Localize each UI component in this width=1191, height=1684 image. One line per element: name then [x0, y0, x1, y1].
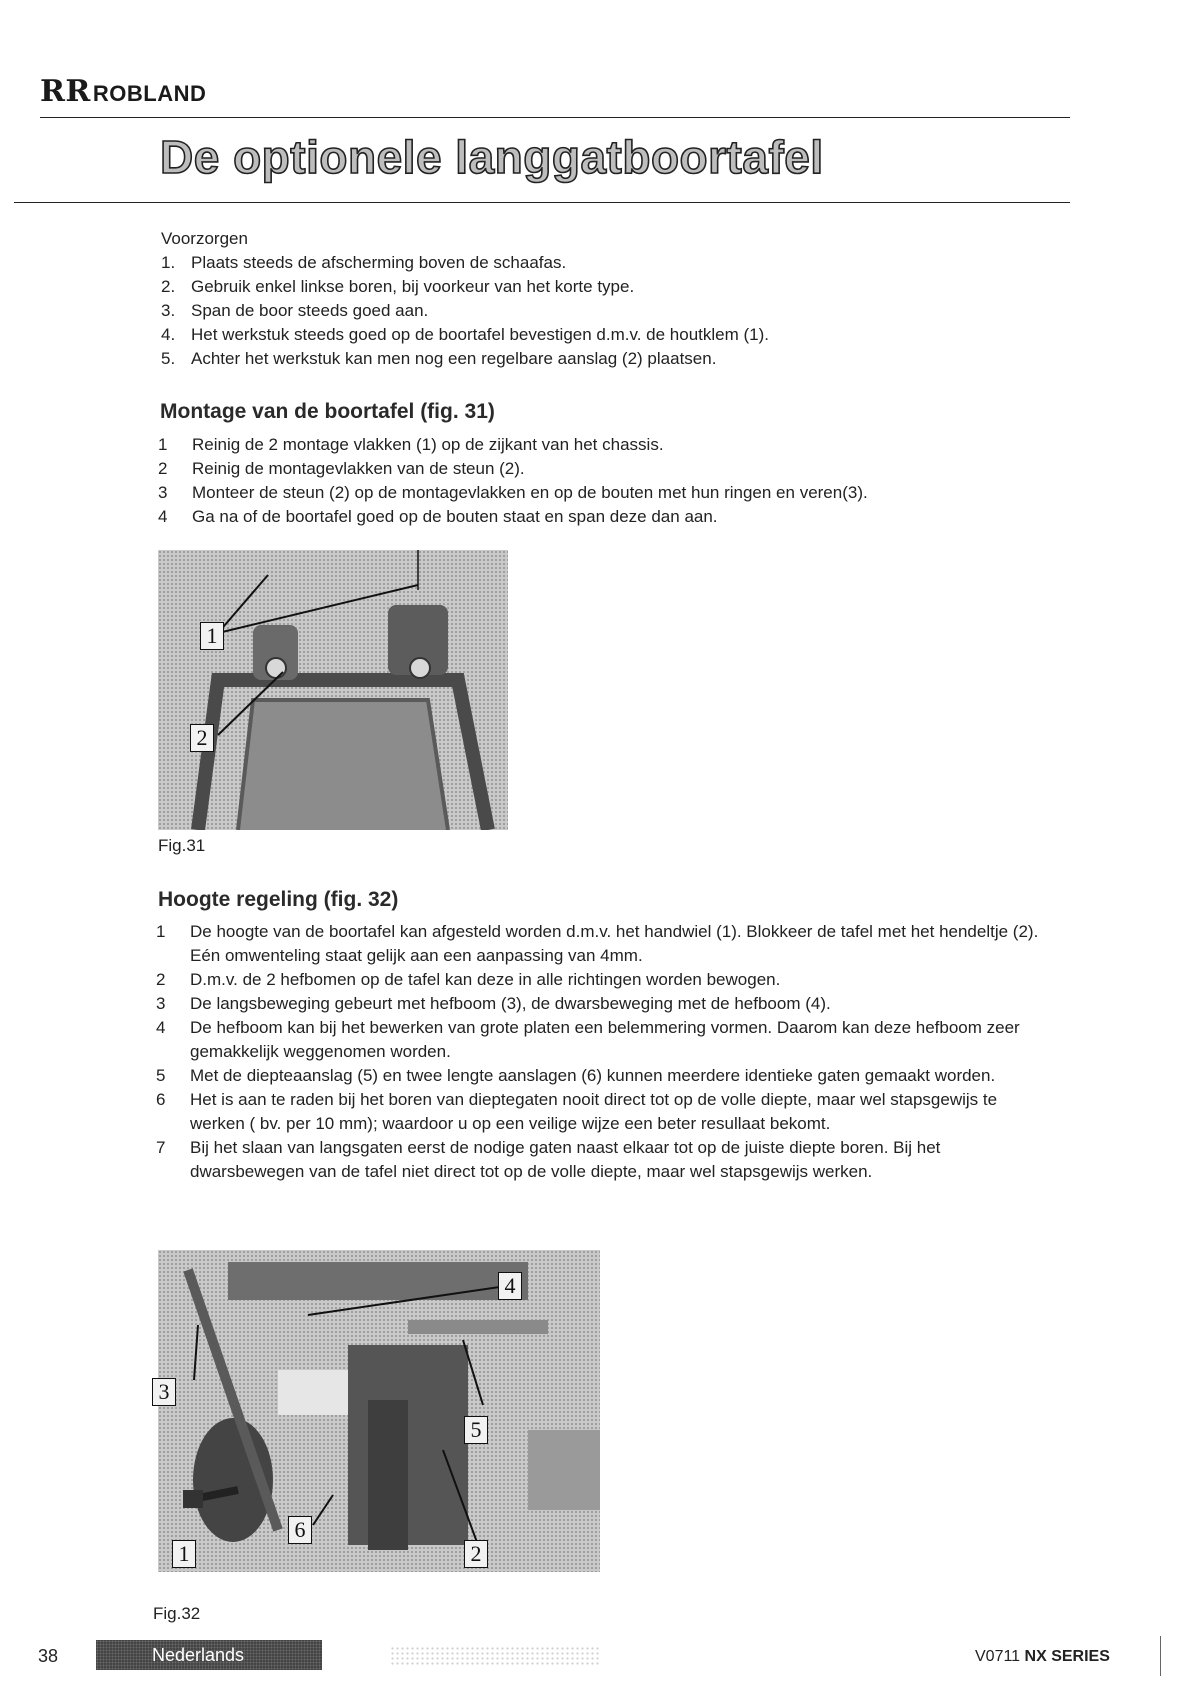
- list-item: 2. Gebruik enkel linkse boren, bij voorkeur van het korte type.: [161, 277, 635, 296]
- header-rule-bottom: [14, 202, 1070, 203]
- figure-31-drawing: [158, 550, 508, 830]
- footer-series: [975, 1648, 1110, 1666]
- list-item: 2 D.m.v. de 2 hefbomen op de tafel kan deze in alle richtingen worden bewogen.: [156, 970, 781, 989]
- mounting-heading: Montage van de boortafel (fig. 31): [160, 400, 495, 423]
- fig31-callout-2: 2: [190, 724, 214, 752]
- list-item: 1 Reinig de 2 montage vlakken (1) op de zijkant van het chassis.: [158, 435, 664, 454]
- fig32-callout-5: 5: [464, 1416, 488, 1444]
- figure-32-caption: Fig.32: [153, 1604, 201, 1623]
- language-label: Nederlands: [152, 1645, 245, 1665]
- figure-31-photo: [158, 550, 508, 830]
- fig31-callout-1: 1: [200, 622, 224, 650]
- language-tab: [96, 1640, 322, 1670]
- figure-32-photo: [158, 1250, 600, 1572]
- fig32-callout-1: 1: [172, 1540, 196, 1568]
- fig32-callout-6: 6: [288, 1516, 312, 1544]
- precautions-heading: Voorzorgen: [161, 229, 248, 248]
- list-item: 4 Ga na of de boortafel goed op de bouten staat en span deze dan aan.: [158, 507, 718, 526]
- list-item: 3 De langsbeweging gebeurt met hefboom (3), de dwarsbeweging met de hefboom (4).: [156, 994, 831, 1013]
- footer-series-name: NX SERIES: [1024, 1648, 1110, 1665]
- list-item: 5. Achter het werkstuk kan men nog een regelbare aanslag (2) plaatsen.: [161, 349, 717, 368]
- fig32-callout-3: 3: [152, 1378, 176, 1406]
- list-item: 4 De hefboom kan bij het bewerken van grote platen een belemmering vormen. Daarom kan deze hefboom zeer gemakkelijk weggenomen worden.: [156, 1018, 1020, 1061]
- footer-tick: [1160, 1636, 1161, 1676]
- fig32-callout-4: 4: [498, 1272, 522, 1300]
- fig32-callout-2: 2: [464, 1540, 488, 1568]
- list-item: 7 Bij het slaan van langsgaten eerst de nodige gaten naast elkaar tot op de juiste diepte boren. Bij het dwarsbewegen van de tafel niet direct tot op de volle diepte, maar wel stapsgewijs werken.: [156, 1138, 941, 1181]
- mounting-list: [158, 433, 1058, 529]
- height-section: [156, 920, 1056, 1184]
- list-item: 1. Plaats steeds de afscherming boven de schaafas.: [161, 253, 567, 272]
- list-item: 3. Span de boor steeds goed aan.: [161, 301, 429, 320]
- header-rule-top: [40, 117, 1070, 118]
- logo-mark: RR: [40, 74, 91, 109]
- precautions-section: [161, 227, 1061, 371]
- footer-version: V0711: [975, 1648, 1021, 1665]
- page-number: 38: [38, 1646, 59, 1666]
- figure-31-caption: Fig.31: [158, 836, 206, 855]
- height-list: [156, 920, 1056, 1184]
- brand-logo: [40, 74, 206, 109]
- list-item: 4. Het werkstuk steeds goed op de boortafel bevestigen d.m.v. de houtklem (1).: [161, 325, 769, 344]
- height-heading: Hoogte regeling (fig. 32): [158, 888, 399, 911]
- list-item: 2 Reinig de montagevlakken van de steun (2).: [158, 459, 525, 478]
- page-title: De optionele langgatboortafel: [160, 131, 824, 183]
- figure-32-drawing: [158, 1250, 600, 1572]
- footer-decoration: [390, 1646, 600, 1666]
- list-item: 6 Het is aan te raden bij het boren van dieptegaten nooit direct tot op de volle diepte, maar wel stapsgewijs te werken ( bv. per 10 mm); waardoor u op een veilige wijze een beter resullaat bekomt.: [156, 1090, 998, 1133]
- list-item: 5 Met de diepteaanslag (5) en twee lengte aanslagen (6) kunnen meerdere identieke gaten gemaakt worden.: [156, 1066, 996, 1085]
- precautions-list: [161, 251, 1061, 371]
- list-item: 1 De hoogte van de boortafel kan afgesteld worden d.m.v. het handwiel (1). Blokkeer de tafel met het hendeltje (2). Eén omwenteling staat gelijk aan een aanpassing van 4mm.: [156, 922, 1039, 965]
- logo-text: ROBLAND: [92, 81, 207, 106]
- mounting-section: [158, 433, 1058, 529]
- list-item: 3 Monteer de steun (2) op de montagevlakken en op de bouten met hun ringen en veren(3).: [158, 483, 868, 502]
